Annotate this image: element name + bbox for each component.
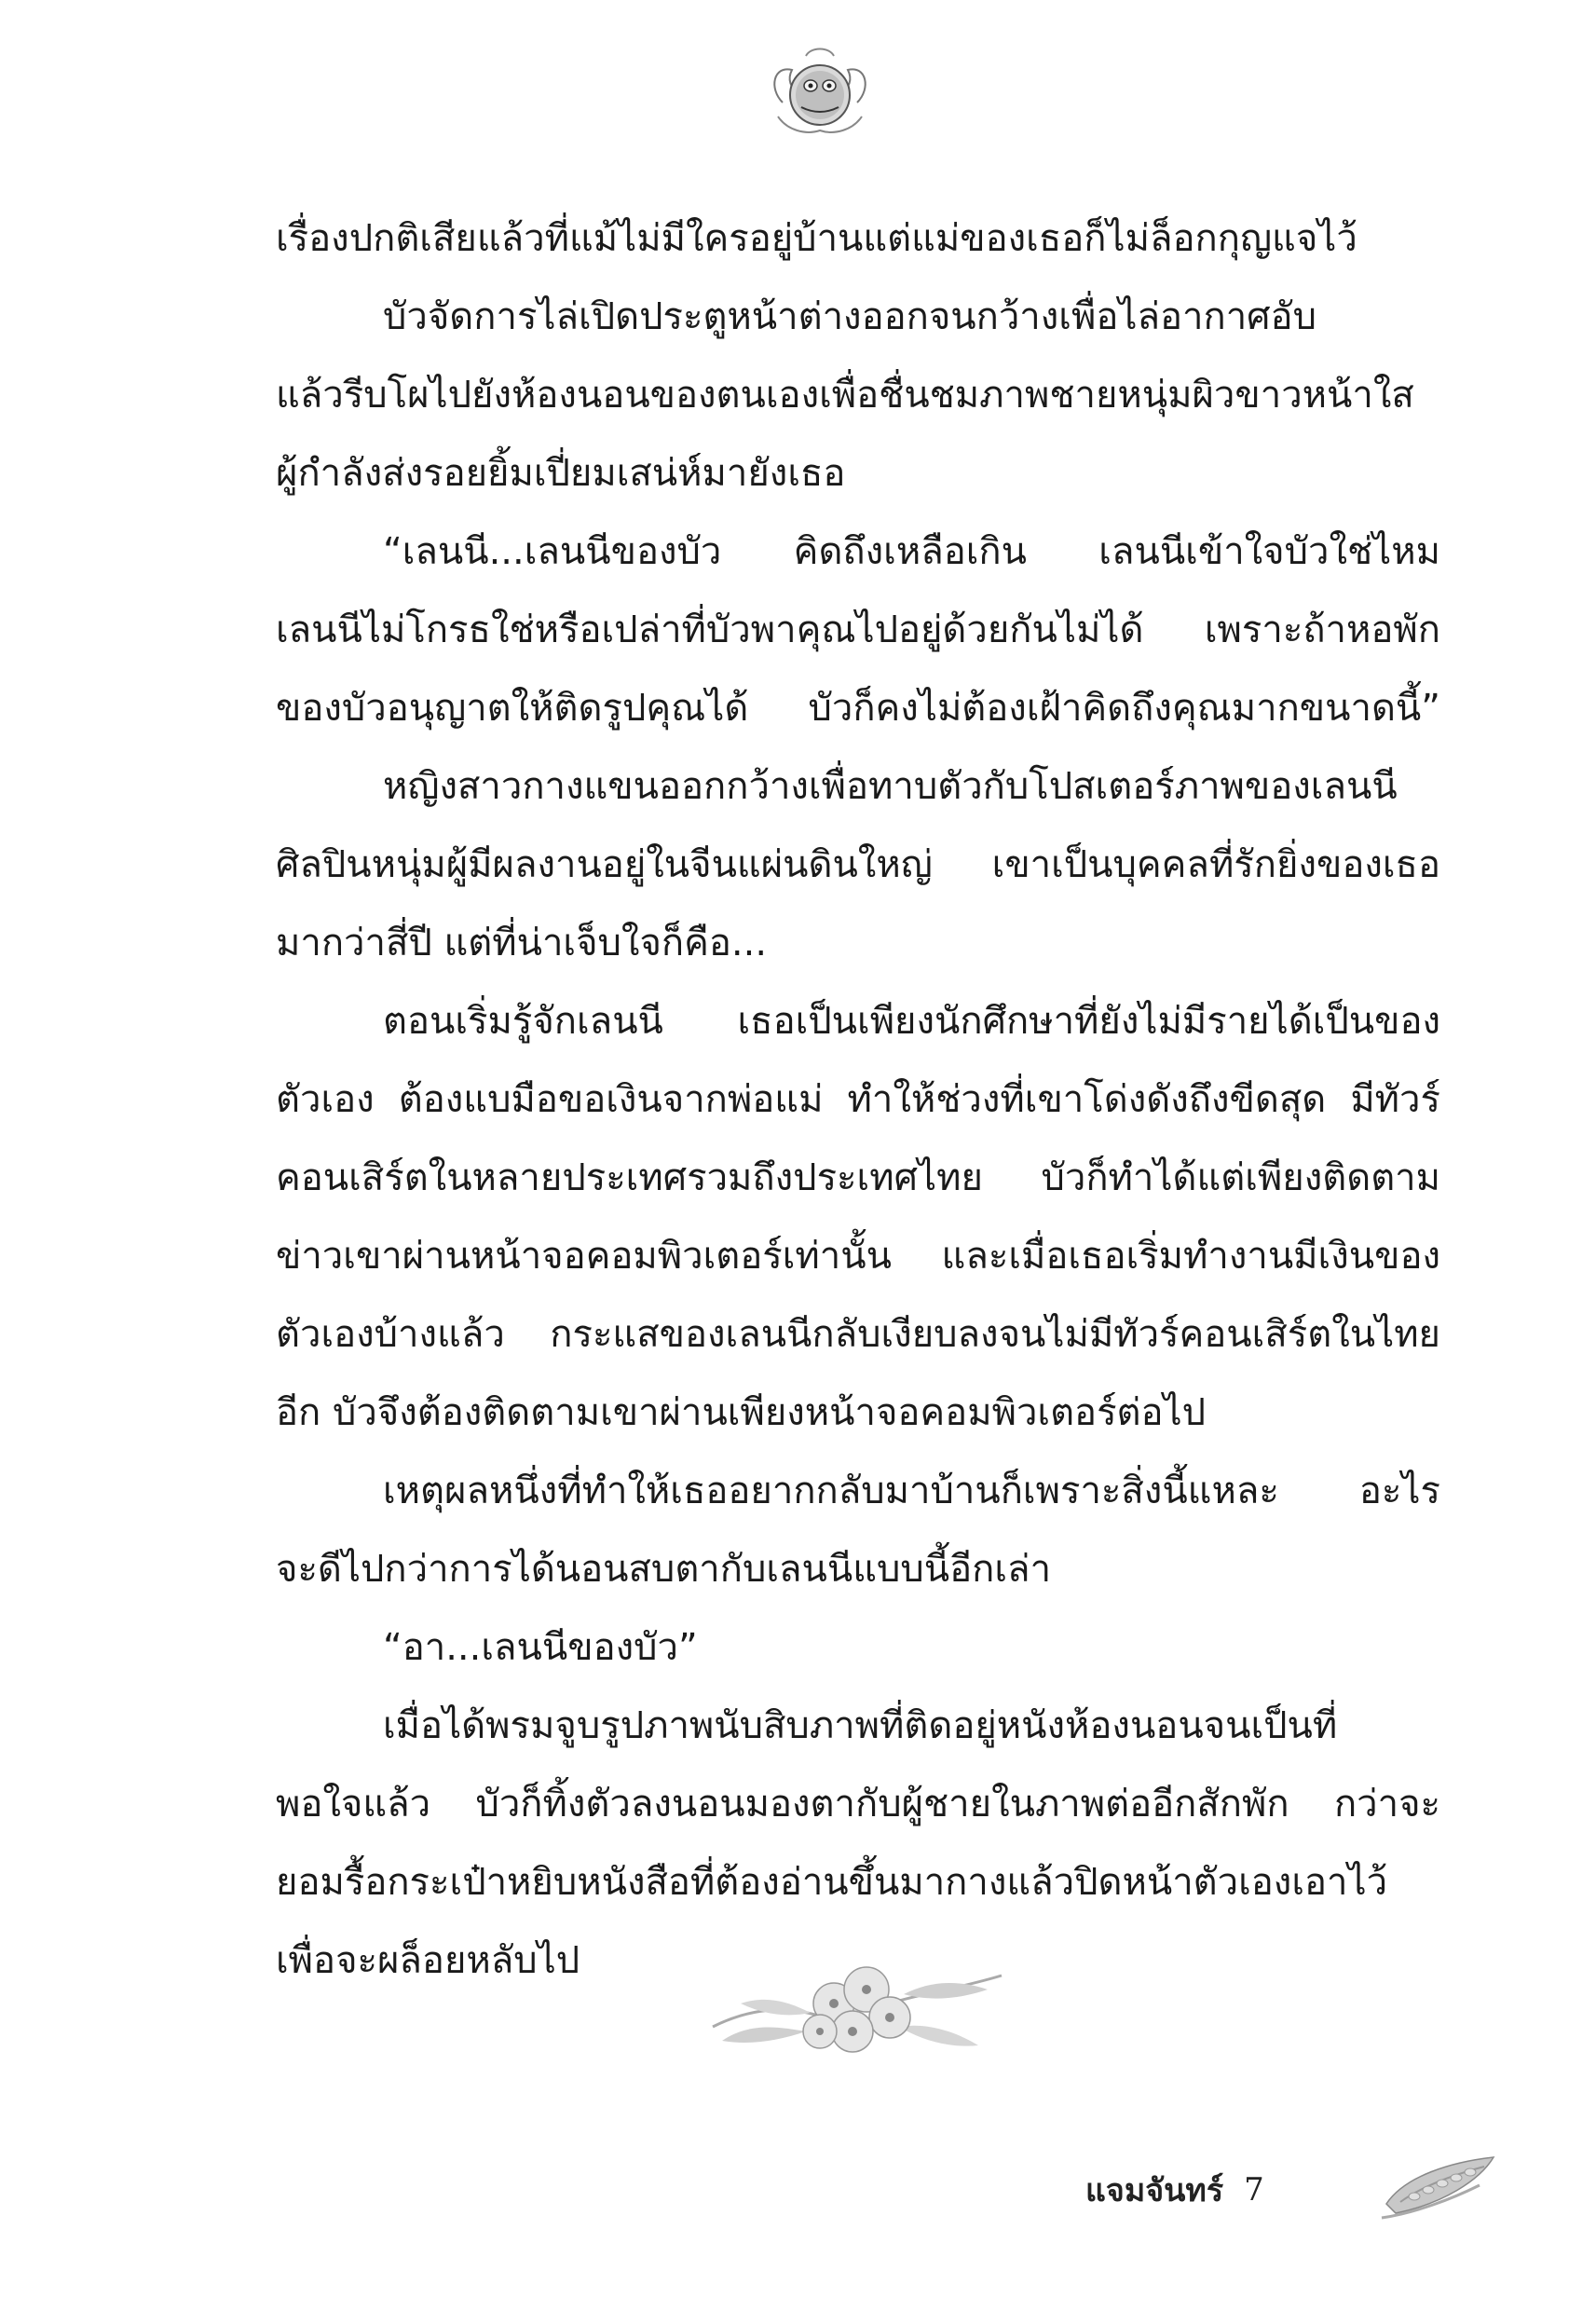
text-line: “เลนนี...เลนนีของบัว คิดถึงเหลือเกิน เลนนีเข้าใจบัวใช่ไหม [383,530,1440,573]
ornamental-logo-icon [764,37,876,149]
book-title: แจมจันทร์ [1085,2172,1224,2209]
text-line: หญิงสาวกางแขนออกกว้างเพื่อทาบตัวกับโปสเตอร์ภาพของเลนนี [383,765,1398,808]
text-line: “อา...เลนนีของบัว” [383,1626,698,1669]
text-line: ศิลปินหนุ่มผู้มีผลงานอยู่ในจีนแผ่นดินใหญ่ เขาเป็นบุคคลที่รักยิ่งของเธอ [276,843,1440,886]
text-line: ตัวเองบ้างแล้ว กระแสของเลนนีกลับเงียบลงจนไม่มีทัวร์คอนเสิร์ตในไทย [276,1313,1440,1356]
text-line: ผู้กำลังส่งรอยยิ้มเปี่ยมเสน่ห์มายังเธอ [276,452,846,495]
text-line: อีก บัวจึงต้องติดตามเขาผ่านเพียงหน้าจอคอมพิวเตอร์ต่อไป [276,1391,1207,1434]
text-line: เลนนีไม่โกรธใช่หรือเปล่าที่บัวพาคุณไปอยู่ด้วยกันไม่ได้ เพราะถ้าหอพัก [276,609,1440,651]
text-line: เมื่อได้พรมจูบรูปภาพนับสิบภาพที่ติดอยู่หนังห้องนอนจนเป็นที่ [383,1704,1338,1747]
text-line: ข่าวเขาผ่านหน้าจอคอมพิวเตอร์เท่านั้น และเมื่อเธอเริ่มทำงานมีเงินของ [276,1235,1440,1278]
text-line: ตัวเอง ต้องแบมือขอเงินจากพ่อแม่ ทำให้ช่วงที่เขาโด่งดังถึงขีดสุด มีทัวร์ [276,1078,1440,1121]
text-line: แล้วรีบโผไปยังห้องนอนของตนเองเพื่อชื่นชมภาพชายหนุ่มผิวขาวหน้าใส [276,374,1414,417]
text-line: พอใจแล้ว บัวก็ทิ้งตัวลงนอนมองตากับผู้ชายในภาพต่ออีกสักพัก กว่าจะ [276,1783,1440,1826]
text-line: เพื่อจะผล็อยหลับไป [276,1939,580,1982]
text-line: เหตุผลหนึ่งที่ทำให้เธออยากกลับมาบ้านก็เพราะสิ่งนี้แหละ อะไร [383,1470,1440,1512]
text-line: ยอมรื้อกระเป๋าหยิบหนังสือที่ต้องอ่านขึ้นมากางแล้วปิดหน้าตัวเองเอาไว้ [276,1861,1388,1904]
text-line: เรื่องปกติเสียแล้วที่แม้ไม่มีใครอยู่บ้านแต่แม่ของเธอก็ไม่ล็อกกุญแจไว้ [276,217,1357,260]
text-line: มากว่าสี่ปี แต่ที่น่าเจ็บใจก็คือ... [276,922,768,964]
text-line: บัวจัดการไล่เปิดประตูหน้าต่างออกจนกว้างเพื่อไล่อากาศอับ [383,295,1316,338]
text-line: ของบัวอนุญาตให้ติดรูปคุณได้ บัวก็คงไม่ต้องเฝ้าคิดถึงคุณมากขนาดนี้” [276,687,1440,730]
page-number: 7 [1244,2171,1264,2208]
text-line: จะดีไปกว่าการได้นอนสบตากับเลนนีแบบนี้อีกเล่า [276,1548,1052,1591]
body-text [276,199,1440,2000]
corn-ornament-icon [1377,2139,1503,2227]
text-line: ตอนเริ่มรู้จักเลนนี เธอเป็นเพียงนักศึกษาที่ยังไม่มีรายได้เป็นของ [383,1000,1440,1043]
text-line: คอนเสิร์ตในหลายประเทศรวมถึงประเทศไทย บัวก็ทำได้แต่เพียงติดตาม [276,1156,1440,1199]
flower-ornament-icon [703,1938,1011,2069]
page-footer [1085,2162,1264,2218]
